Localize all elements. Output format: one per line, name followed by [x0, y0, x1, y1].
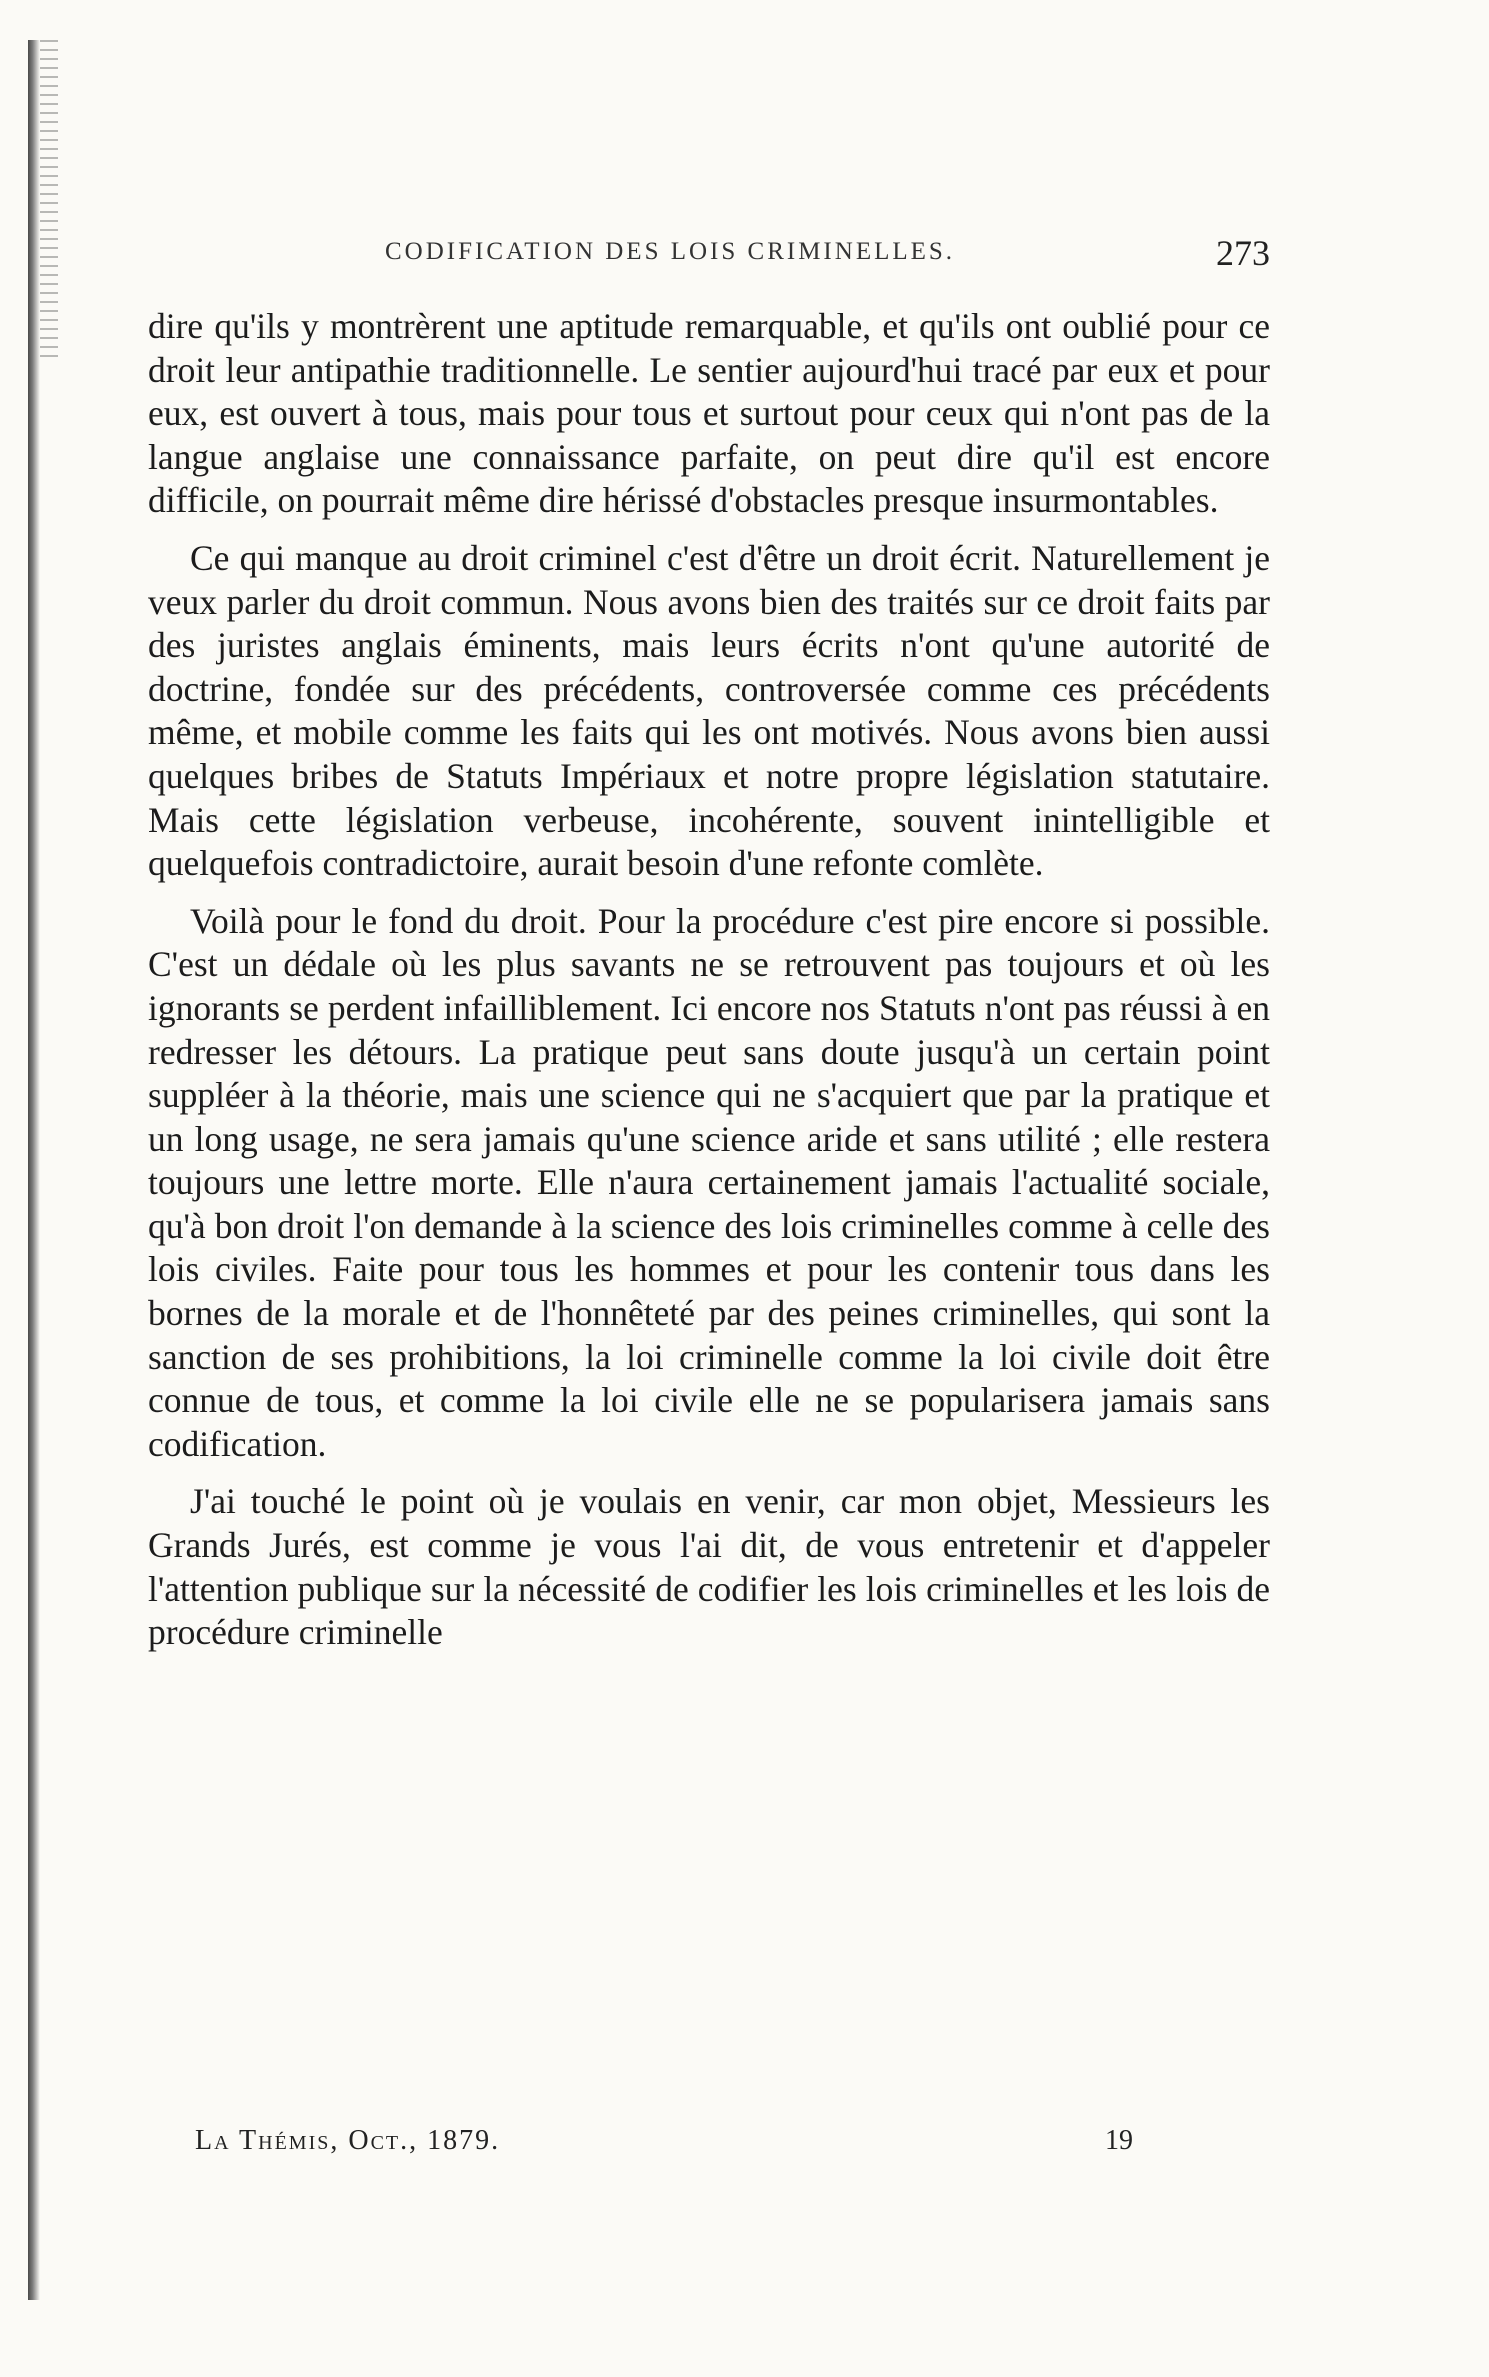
paragraph-droit-ecrit: Ce qui manque au droit criminel c'est d'être un droit écrit. Naturellement je veux parler du droit commun. Nous avons bien des traités sur ce droit faits par des juristes anglais éminents, mais leurs écrits n'ont qu'une autorité de doctrine, fondée sur des précédents, controversée comme ces précédents même, et mobile comme les faits qui les ont motivés. Nous avons bien aussi quelques bribes de Statuts Impériaux et notre propre législation statutaire. Mais cette législation verbeuse, incohérente, souvent inintelligible et quelquefois contradictoire, aurait besoin d'une refonte comlète.: [148, 537, 1270, 884]
page-footer: [195, 2125, 1215, 2165]
running-header: [150, 233, 1270, 278]
journal-citation: La Thémis, Oct., 1879.: [195, 2125, 501, 2156]
body-text: [148, 305, 1270, 1669]
paragraph-codification: J'ai touché le point où je voulais en venir, car mon objet, Messieurs les Grands Jurés, est comme je vous l'ai dit, de vous entretenir et d'appeler l'attention publique sur la nécessité de codifier les lois criminelles et les lois de procédure criminelle: [148, 1481, 1270, 1653]
sheet-signature: 19: [1105, 2125, 1133, 2156]
page-number: 273: [1216, 233, 1270, 273]
paragraph-procedure: Voilà pour le fond du droit. Pour la procédure c'est pire encore si possible. C'est un dédale où les plus savants ne se retrouvent pas toujours et où les ignorants se perdent infailliblement. Ici encore nos Statuts n'ont pas réussi à en redresser les détours. La pratique peut sans doute jusqu'à un certain point suppléer à la théorie, mais une science qui ne s'acquiert que par la pratique et un long usage, ne sera jamais qu'une science aride et sans utilité ; elle restera toujours une lettre morte. Elle n'aura certainement jamais l'actualité sociale, qu'à bon droit l'on demande à la science des lois criminelles comme à celle des lois civiles. Faite pour tous les hommes et pour les contenir tous dans les bornes de la morale et de l'honnêteté par des peines criminelles, qui sont la sanction de ses prohibitions, la loi criminelle comme la loi civile doit être connue de tous, et comme la loi civile elle ne se popularisera jamais sans codification.: [148, 900, 1270, 1464]
page-gutter-speckle: [40, 40, 58, 360]
page-gutter-shadow: [28, 40, 40, 2300]
running-title: CODIFICATION DES LOIS CRIMINELLES.: [385, 238, 956, 265]
paragraph-continuation: dire qu'ils y montrèrent une aptitude remarquable, et qu'ils ont oublié pour ce droit leur antipathie traditionnelle. Le sentier aujourd'hui tracé par eux et pour eux, est ouvert à tous, mais pour tous et surtout pour ceux qui n'ont pas de la langue anglaise une connaissance parfaite, on peut dire qu'il est encore difficile, on pourrait même dire hérissé d'obstacles presque insurmontables.: [148, 306, 1270, 521]
